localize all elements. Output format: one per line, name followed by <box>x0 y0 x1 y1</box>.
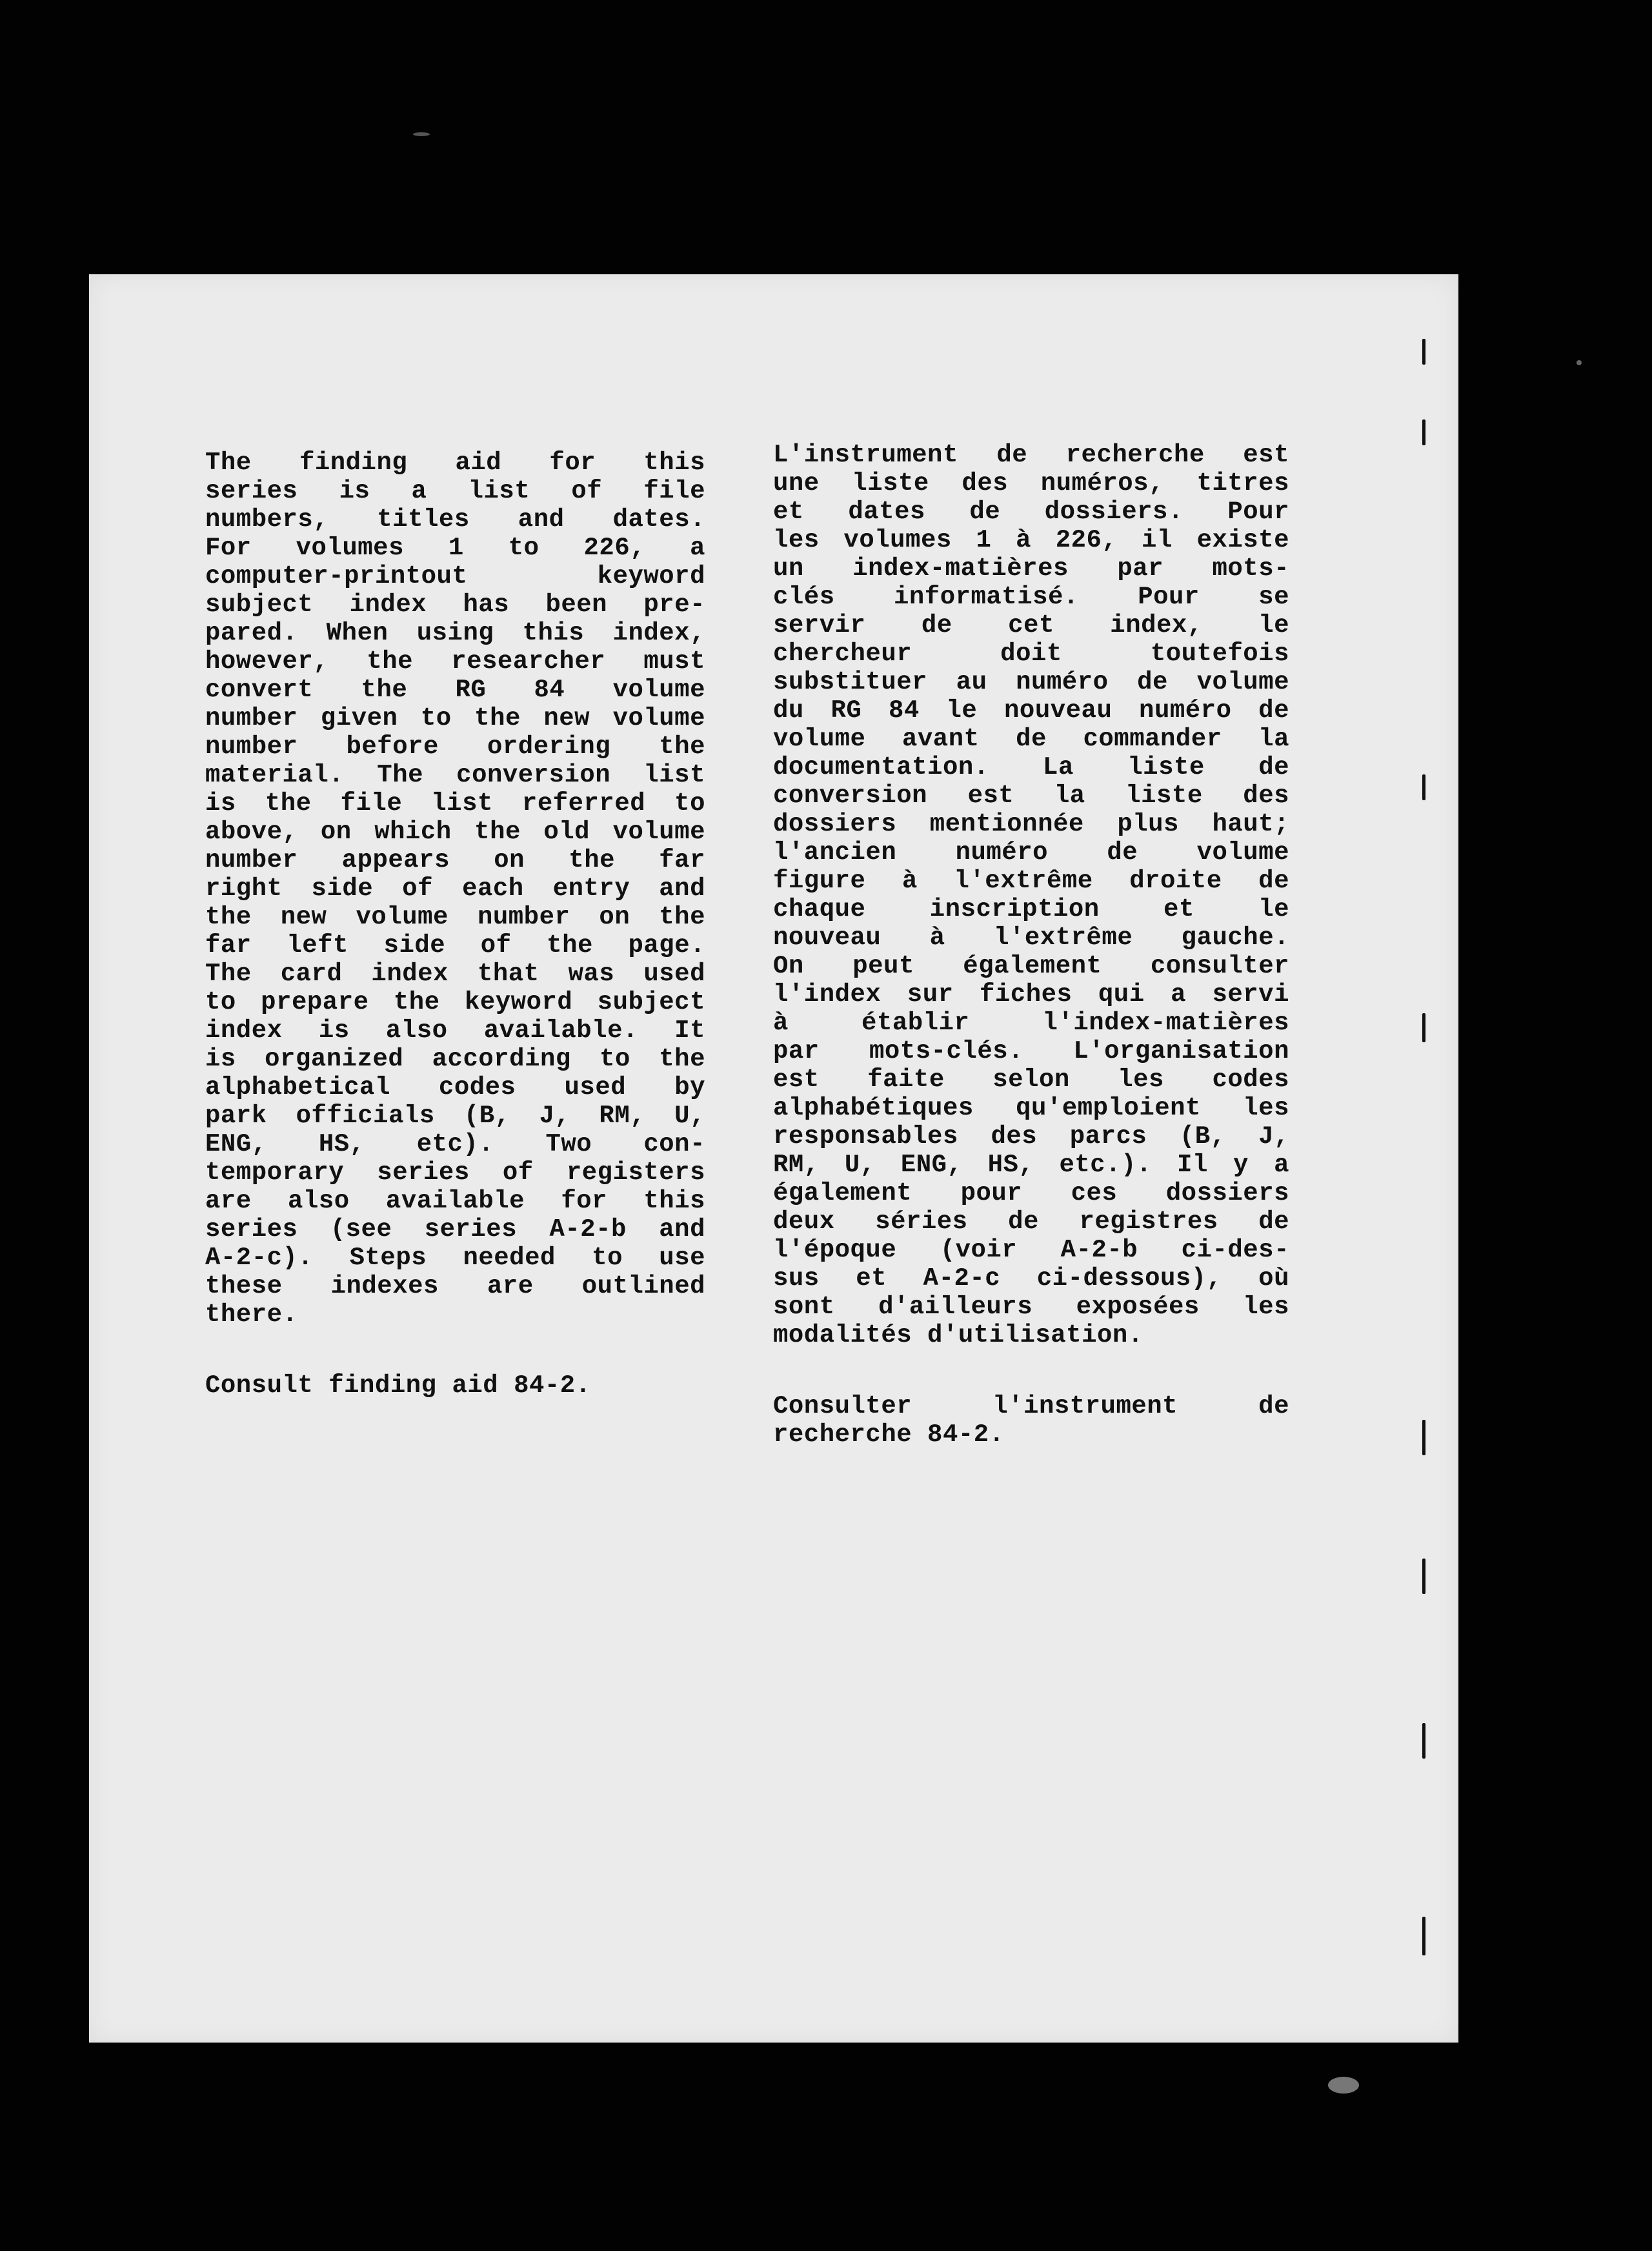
text-line: chaque inscription et le <box>773 895 1289 924</box>
text-line: l'index sur fiches qui a servi <box>773 980 1289 1009</box>
text-line: modalités d'utilisation. <box>773 1321 1143 1349</box>
document-page <box>89 274 1458 2043</box>
text-line: volume avant de commander la <box>773 725 1289 753</box>
text-line: material. The conversion list <box>205 761 705 789</box>
text-line: clés informatisé. Pour se <box>773 583 1289 611</box>
margin-change-bar <box>1422 339 1425 365</box>
text-line: Consulter l'instrument de <box>773 1392 1289 1420</box>
text-line: l'époque (voir A-2-b ci-des- <box>773 1236 1289 1264</box>
text-line: substituer au numéro de volume <box>773 668 1289 696</box>
text-line: alphabetical codes used by <box>205 1073 705 1102</box>
margin-change-bar <box>1422 1723 1425 1759</box>
text-line: à établir l'index-matières <box>773 1009 1289 1037</box>
text-line: far left side of the page. <box>205 931 705 960</box>
text-line: series is a list of file <box>205 477 705 505</box>
text-line: une liste des numéros, titres <box>773 469 1289 498</box>
text-line: documentation. La liste de <box>773 753 1289 782</box>
text-line: les volumes 1 à 226, il existe <box>773 526 1289 554</box>
text-line: temporary series of registers <box>205 1158 705 1187</box>
text-line: subject index has been pre- <box>205 591 705 619</box>
text-line: is organized according to the <box>205 1045 705 1073</box>
text-line: l'ancien numéro de volume <box>773 838 1289 867</box>
dust-speck <box>413 132 430 136</box>
text-line: alphabétiques qu'emploient les <box>773 1094 1289 1122</box>
text-line: figure à l'extrême droite de <box>773 867 1289 895</box>
french-consult-note <box>773 1392 1289 1449</box>
text-line: conversion est la liste des <box>773 782 1289 810</box>
margin-change-bar <box>1422 1013 1425 1042</box>
text-line: the new volume number on the <box>205 903 705 931</box>
text-line: numbers, titles and dates. <box>205 505 705 534</box>
text-line: et dates de dossiers. Pour <box>773 498 1289 526</box>
text-line: park officials (B, J, RM, U, <box>205 1102 705 1130</box>
dust-speck <box>1328 2077 1359 2094</box>
text-line: Consult finding aid 84-2. <box>205 1371 591 1400</box>
text-line: sus et A-2-c ci-dessous), où <box>773 1264 1289 1293</box>
text-line: these indexes are outlined <box>205 1272 705 1300</box>
text-line: index is also available. It <box>205 1016 705 1045</box>
text-line: nouveau à l'extrême gauche. <box>773 924 1289 952</box>
text-line: right side of each entry and <box>205 874 705 903</box>
text-line: The finding aid for this <box>205 449 705 477</box>
text-line: également pour ces dossiers <box>773 1179 1289 1207</box>
margin-change-bar <box>1422 1559 1425 1594</box>
text-line: ENG, HS, etc). Two con- <box>205 1130 705 1158</box>
text-line: responsables des parcs (B, J, <box>773 1122 1289 1151</box>
english-consult-note <box>205 1371 705 1400</box>
text-line: dossiers mentionnée plus haut; <box>773 810 1289 838</box>
text-line: number given to the new volume <box>205 704 705 732</box>
text-line: computer-printout keyword <box>205 562 705 591</box>
french-paragraph <box>773 441 1289 1349</box>
english-column <box>205 449 705 1400</box>
text-line: For volumes 1 to 226, a <box>205 534 705 562</box>
text-line: number before ordering the <box>205 732 705 761</box>
text-line: est faite selon les codes <box>773 1065 1289 1094</box>
dust-speck <box>1576 360 1582 365</box>
margin-change-bar <box>1422 774 1425 800</box>
margin-change-bar <box>1422 1420 1425 1455</box>
text-line: series (see series A-2-b and <box>205 1215 705 1244</box>
text-line: On peut également consulter <box>773 952 1289 980</box>
text-line: number appears on the far <box>205 846 705 874</box>
text-line: pared. When using this index, <box>205 619 705 647</box>
text-line: RM, U, ENG, HS, etc.). Il y a <box>773 1151 1289 1179</box>
text-line: servir de cet index, le <box>773 611 1289 640</box>
text-line: du RG 84 le nouveau numéro de <box>773 696 1289 725</box>
text-line: is the file list referred to <box>205 789 705 818</box>
text-line: above, on which the old volume <box>205 818 705 846</box>
text-line: par mots-clés. L'organisation <box>773 1037 1289 1065</box>
text-line: to prepare the keyword subject <box>205 988 705 1016</box>
text-line: L'instrument de recherche est <box>773 441 1289 469</box>
text-line: un index-matières par mots- <box>773 554 1289 583</box>
text-line: The card index that was used <box>205 960 705 988</box>
text-line: sont d'ailleurs exposées les <box>773 1293 1289 1321</box>
english-paragraph <box>205 449 705 1329</box>
text-line: A-2-c). Steps needed to use <box>205 1244 705 1272</box>
french-column <box>773 441 1289 1449</box>
text-line: there. <box>205 1300 298 1329</box>
text-line: deux séries de registres de <box>773 1207 1289 1236</box>
text-line: are also available for this <box>205 1187 705 1215</box>
text-line: recherche 84-2. <box>773 1420 1005 1449</box>
margin-change-bar <box>1422 1917 1425 1955</box>
text-line: convert the RG 84 volume <box>205 676 705 704</box>
margin-change-bar <box>1422 419 1425 445</box>
text-line: however, the researcher must <box>205 647 705 676</box>
text-line: chercheur doit toutefois <box>773 640 1289 668</box>
